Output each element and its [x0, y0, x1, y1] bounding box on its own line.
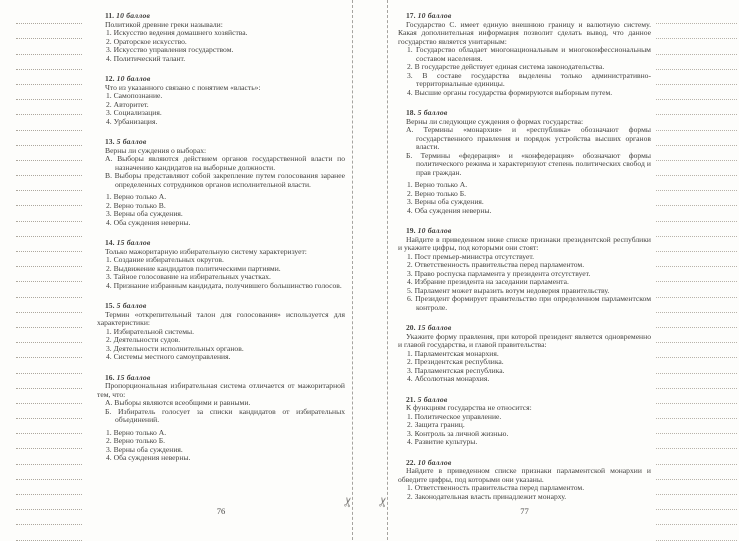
questions-column-right — [398, 0, 651, 501]
option: 4. Признание избранным кандидата, получившего большинство голосов. — [106, 280, 342, 290]
question-19 — [398, 227, 651, 312]
question-15 — [97, 302, 345, 362]
question-stem: Верны ли следующие суждения о формах государства: — [406, 116, 584, 126]
question-stem: Пропорциональная избирательная система отличается от мажоритарной тем, что: — [97, 381, 345, 399]
option: 1. Самопознание. — [106, 91, 163, 100]
answer-line — [16, 70, 82, 85]
answer-line — [656, 161, 737, 176]
page-number-left: 76 — [216, 506, 226, 516]
answer-line — [16, 480, 82, 495]
option: 3. Контроль за личной жизнью. — [407, 428, 509, 438]
left-answer-lines — [16, 9, 82, 541]
question-14 — [97, 239, 345, 290]
answer-line — [656, 252, 737, 267]
option: 2. Авторитет. — [106, 99, 149, 109]
question-16 — [97, 374, 345, 463]
question-points: 15 баллов — [114, 372, 151, 382]
question-points: 15 баллов — [415, 323, 452, 332]
answer-line — [16, 55, 82, 70]
option: 4. Системы местного самоуправления. — [106, 352, 231, 361]
answer-line — [656, 24, 737, 39]
question-points: 5 баллов — [415, 394, 448, 404]
question-stem: Укажите форму правления, при которой президент является одновременно и главой государства, и главой правительства: — [398, 331, 651, 349]
option: 4. Урбанизация. — [106, 116, 158, 126]
option: 3. Верны оба суждения. — [106, 444, 183, 454]
option: 4. Абсолютная монархия. — [407, 374, 490, 383]
statement: А. Термины «монархия» и «республика» обозначают формы государственного правления и порядок устройства высших органов власти. — [406, 125, 651, 151]
answer-line — [16, 465, 82, 480]
question-number: 16. — [105, 372, 115, 382]
question-points: 10 баллов — [415, 11, 452, 20]
answer-line — [656, 434, 737, 449]
answer-line — [16, 131, 82, 146]
option: 4. Политический талант. — [106, 53, 186, 63]
option: 1. Пост премьер-министра отсутствует. — [407, 251, 535, 261]
option: 2. Защита границ. — [407, 420, 465, 429]
statement: Б. Избиратель голосует за списки кандидатов от избирательных объединений. — [105, 406, 345, 424]
question-number: 19. — [406, 226, 416, 235]
statement: А. Выборы являются всеобщими и равными. — [105, 398, 251, 407]
answer-line — [656, 115, 737, 130]
statement: А. Выборы являются действием органов государственной власти по назначению кандидатов на выборные должности. — [105, 154, 345, 172]
option: 4. Оба суждения неверны. — [106, 453, 191, 462]
question-stem: Государство С. имеет единую внешнюю границу и валютную систему. Какая дополнительная информация позволит сделать вывод, что данное государство является унитарным: — [398, 19, 651, 46]
question-number: 12. — [105, 74, 115, 83]
question-points: 10 баллов — [114, 74, 151, 83]
answer-line — [656, 267, 737, 282]
answer-line — [16, 176, 82, 191]
question-number: 22. — [406, 457, 416, 467]
option: 6. Президент формирует правительство при определенном парламентском контроле. — [407, 294, 651, 312]
option: 3. Верны оба суждения. — [407, 197, 484, 206]
question-11 — [97, 12, 345, 63]
question-21 — [398, 396, 651, 447]
page-right — [398, 0, 651, 540]
answer-line — [16, 24, 82, 39]
option: 3. Верны оба суждения. — [106, 209, 183, 218]
option: 2. Верно только Б. — [106, 436, 166, 445]
question-stem: Термин «открепительный талон для голосования» используется для характеристики: — [97, 309, 345, 327]
option: 1. Государство обладает многонациональным и многоконфессиональным составом населения. — [407, 45, 651, 63]
option: 1. Верно только А. — [106, 192, 167, 201]
answer-line — [16, 510, 82, 525]
question-number: 13. — [105, 137, 115, 146]
cut-line-right — [374, 0, 392, 540]
question-points: 10 баллов — [415, 226, 452, 235]
question-points: 5 баллов — [415, 108, 448, 117]
question-stem: Верны ли суждения о выборах: — [105, 145, 207, 155]
answer-line — [16, 252, 82, 267]
option: 1. Верно только А. — [106, 427, 167, 437]
question-points: 5 баллов — [114, 301, 147, 310]
page-left — [97, 0, 345, 540]
option: 4. Избрание президента на заседании парламента. — [407, 277, 569, 286]
statement: В. Выборы представляют собой закрепление путем голосования заранее определенных сотрудников органов исполнительной власти. — [105, 171, 345, 189]
answer-line — [16, 115, 82, 130]
answer-line — [16, 389, 82, 404]
question-number: 15. — [105, 301, 115, 310]
answer-line — [656, 374, 737, 389]
answer-line — [656, 358, 737, 373]
answer-line — [656, 495, 737, 510]
answer-line — [656, 131, 737, 146]
option: 3. Право роспуска парламента у президента отсутствует. — [407, 268, 591, 278]
answer-line — [656, 39, 737, 54]
option: 5. Парламент может выразить вотум недоверия правительству. — [407, 285, 610, 295]
option: 4. Оба суждения неверны. — [106, 217, 191, 227]
answer-line — [656, 343, 737, 358]
question-stem: Что из указанного связано с понятием «власть»: — [105, 82, 261, 92]
question-number: 21. — [406, 394, 416, 404]
question-stem: Политикой древние греки называли: — [105, 19, 223, 29]
answer-line — [16, 404, 82, 419]
answer-line — [656, 222, 737, 237]
answer-line — [16, 343, 82, 358]
answer-line — [656, 480, 737, 495]
question-17 — [398, 12, 651, 97]
answer-line — [656, 389, 737, 404]
answer-line — [656, 313, 737, 328]
answer-line — [656, 146, 737, 161]
option: 1. Ответственность правительства перед парламентом. — [407, 483, 585, 492]
question-12 — [97, 75, 345, 126]
answer-line — [16, 100, 82, 115]
answer-line — [656, 525, 737, 540]
option: 2. В государстве действует единая система законодательства. — [407, 62, 605, 71]
answer-line — [656, 237, 737, 252]
question-13 — [97, 138, 345, 227]
questions-column-left — [97, 0, 345, 463]
answer-line — [656, 419, 737, 434]
answer-line — [656, 328, 737, 343]
option: 1. Парламентская монархия. — [407, 348, 499, 358]
question-number: 11. — [105, 11, 115, 20]
option: 2. Деятельности судов. — [106, 335, 181, 344]
answer-line — [16, 434, 82, 449]
answer-line — [656, 282, 737, 297]
question-20 — [398, 324, 651, 384]
answer-line — [16, 419, 82, 434]
answer-line — [16, 328, 82, 343]
answer-line — [656, 85, 737, 100]
answer-line — [656, 9, 737, 24]
answer-line — [16, 222, 82, 237]
question-stem: К функциям государства не относится: — [406, 403, 532, 412]
answer-line — [656, 449, 737, 464]
question-points: 15 баллов — [114, 238, 151, 247]
right-answer-lines — [656, 9, 737, 541]
question-number: 17. — [406, 11, 416, 20]
answer-line — [16, 85, 82, 100]
answer-line — [656, 176, 737, 191]
question-points: 10 баллов — [415, 457, 452, 467]
option: 1. Избирательной системы. — [106, 326, 195, 336]
answer-line — [656, 404, 737, 419]
question-22 — [398, 459, 651, 502]
option: 1. Политическое управление. — [407, 411, 502, 421]
option: 1. Верно только А. — [407, 180, 468, 189]
answer-line — [656, 465, 737, 480]
answer-line — [16, 39, 82, 54]
option: 4. Высшие органы государства формируются выборным путем. — [407, 87, 613, 97]
option: 4. Развитие культуры. — [407, 437, 478, 446]
option: 3. Искусство управления государством. — [106, 45, 234, 54]
option: 2. Ответственность правительства перед парламентом. — [407, 260, 585, 269]
answer-line — [656, 298, 737, 313]
answer-line — [16, 161, 82, 176]
answer-line — [16, 191, 82, 206]
question-stem: Найдите в приведенном ниже списке признаки президентской республики и укажите цифры, под которыми они стоят: — [398, 234, 651, 252]
question-number: 18. — [406, 108, 416, 117]
answer-line — [656, 100, 737, 115]
question-number: 20. — [406, 323, 416, 332]
answer-line — [16, 282, 82, 297]
answer-line — [16, 267, 82, 282]
scissors-icon: ✂ — [339, 495, 357, 509]
answer-line — [16, 9, 82, 24]
answer-line — [16, 206, 82, 221]
answer-line — [656, 206, 737, 221]
option: 4. Оба суждения неверны. — [407, 205, 492, 215]
answer-line — [16, 358, 82, 373]
option: 3. В составе государства выделены только административно-территориальные единицы. — [407, 70, 651, 88]
option: 1. Искусство ведения домашнего хозяйства. — [106, 28, 248, 37]
answer-line — [16, 374, 82, 389]
answer-line — [16, 146, 82, 161]
answer-line — [16, 525, 82, 540]
answer-line — [16, 298, 82, 313]
answer-line — [16, 449, 82, 464]
option: 2. Верно только Б. — [407, 188, 467, 198]
option: 3. Тайное голосование на избирательных участках. — [106, 272, 271, 281]
answer-line — [656, 510, 737, 525]
option: 3. Парламентская республика. — [407, 365, 505, 375]
question-points: 5 баллов — [114, 137, 147, 146]
answer-line — [656, 55, 737, 70]
page-number-right: 77 — [520, 506, 529, 516]
question-points: 10 баллов — [114, 11, 151, 20]
option: 3. Деятельности исполнительных органов. — [106, 343, 244, 353]
answer-line — [16, 495, 82, 510]
answer-line — [16, 313, 82, 328]
option: 2. Законодательная власть принадлежит монарху. — [407, 491, 567, 501]
answer-line — [656, 191, 737, 206]
statement: Б. Термины «федерация» и «конфедерация» обозначают формы политического режима и характеризуют степень политических свобод и прав граждан. — [406, 150, 651, 177]
answer-line — [656, 70, 737, 85]
option: 2. Президентская республика. — [407, 357, 504, 366]
option: 2. Выдвижение кандидатов политическими партиями. — [106, 263, 281, 273]
option: 2. Верно только В. — [106, 200, 166, 210]
cut-line-left — [339, 0, 357, 540]
scissors-icon: ✂ — [374, 495, 392, 509]
answer-line — [16, 237, 82, 252]
question-stem: Только мажоритарную избирательную систему характеризует: — [105, 246, 307, 256]
option: 3. Социализация. — [106, 108, 162, 117]
option: 2. Ораторское искусство. — [106, 36, 187, 46]
question-stem: Найдите в приведенном списке признаки парламентской монархии и обведите цифры, под которыми они указаны. — [398, 466, 651, 484]
option: 1. Создание избирательных округов. — [106, 255, 224, 264]
question-number: 14. — [105, 238, 115, 247]
question-18 — [398, 109, 651, 215]
